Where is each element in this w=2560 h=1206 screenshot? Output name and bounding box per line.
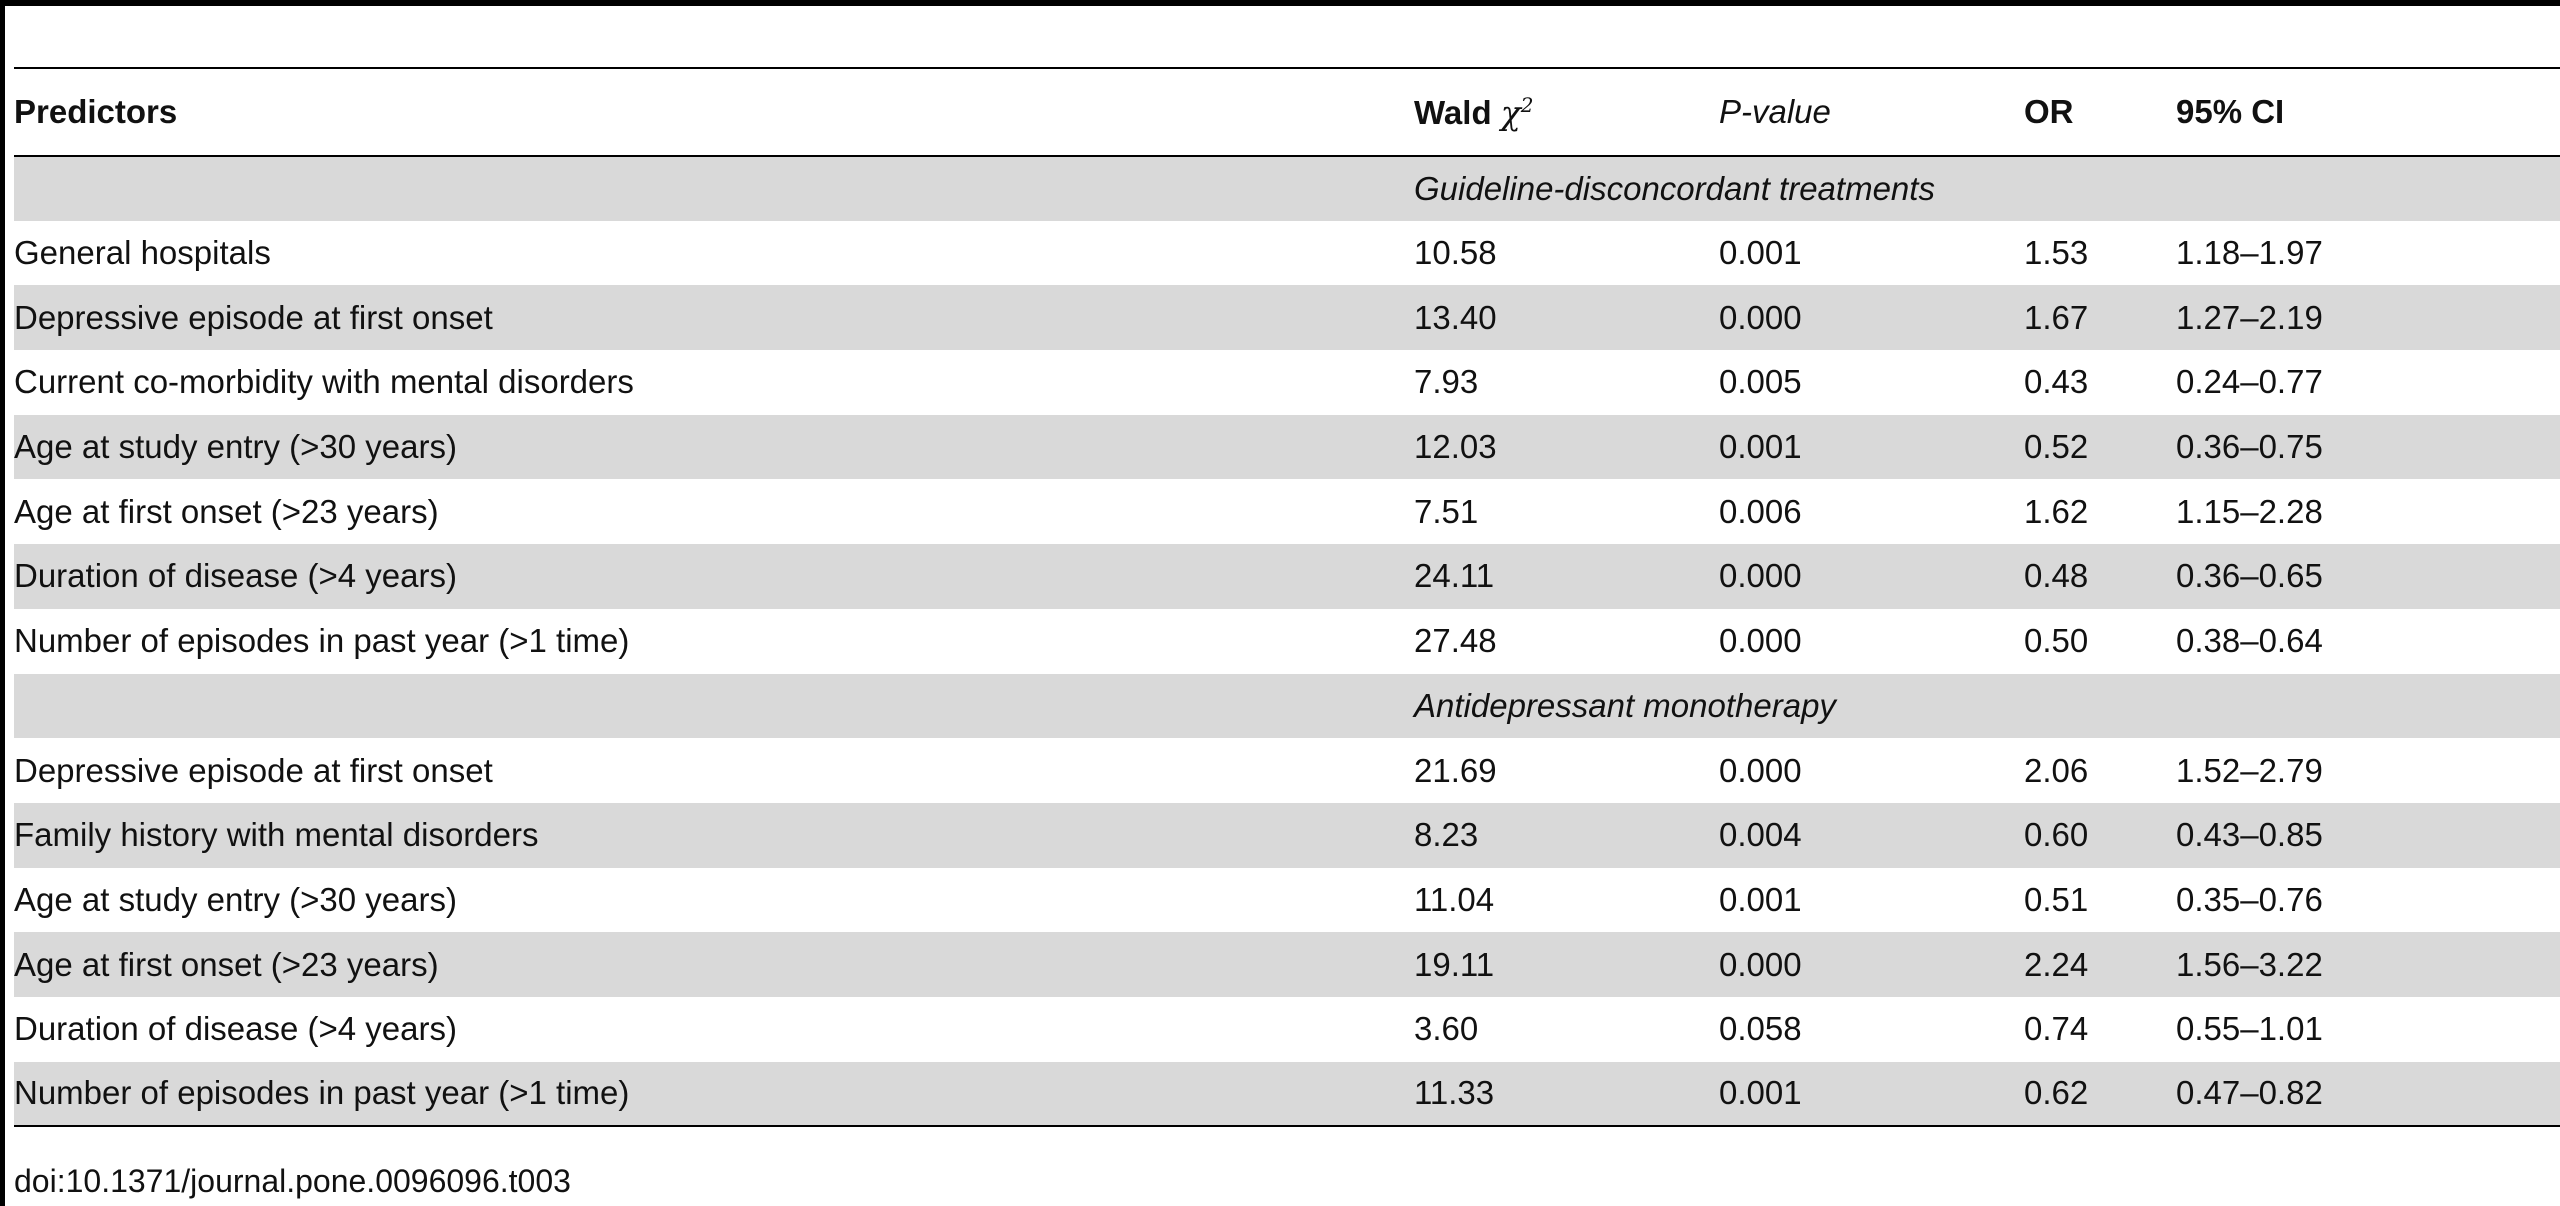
cell-pvalue: 0.006	[1719, 492, 1802, 530]
header-wald	[1414, 68, 1719, 156]
cell-or: 1.62	[2024, 492, 2089, 530]
cell-predictor: Depressive episode at first onset	[14, 751, 493, 789]
table-body	[14, 156, 2560, 1126]
table-row	[14, 350, 2560, 415]
header-ci: 95% CI	[2176, 68, 2560, 156]
cell-or: 0.52	[2024, 415, 2176, 480]
group-header-row	[14, 674, 2560, 739]
cell-wald: 10.58	[1414, 234, 1497, 272]
table-row	[14, 479, 2560, 544]
header-row	[14, 68, 2560, 156]
cell-ci: 0.43–0.85	[2176, 803, 2560, 868]
cell-predictor: Family history with mental disorders	[14, 803, 1414, 868]
cell-ci: 0.24–0.77	[2176, 363, 2323, 401]
group-header-row	[14, 156, 2560, 221]
cell-wald: 27.48	[1414, 622, 1497, 660]
cell-ci: 0.38–0.64	[2176, 622, 2323, 660]
cell-or: 1.53	[2024, 234, 2089, 272]
table-row	[14, 1062, 2560, 1127]
cell-or: 0.51	[2024, 880, 2089, 918]
table-row	[14, 932, 2560, 997]
cell-predictor: General hospitals	[14, 234, 271, 272]
cell-or: 2.06	[2024, 751, 2089, 789]
cell-wald: 13.40	[1414, 285, 1719, 350]
table-row	[14, 997, 2560, 1062]
cell-or: 0.74	[2024, 1010, 2089, 1048]
cell-ci: 1.56–3.22	[2176, 932, 2560, 997]
cell-pvalue: 0.000	[1719, 285, 2024, 350]
cell-pvalue: 0.004	[1719, 803, 2024, 868]
cell-predictor: Age at first onset (>23 years)	[14, 932, 1414, 997]
cell-ci: 0.35–0.76	[2176, 880, 2323, 918]
cell-ci: 0.36–0.75	[2176, 415, 2560, 480]
cell-pvalue: 0.000	[1719, 622, 1802, 660]
cell-pvalue: 0.005	[1719, 363, 1802, 401]
cell-or: 2.24	[2024, 932, 2176, 997]
chi-square-symbol	[1501, 93, 1534, 132]
group-header-spacer	[14, 674, 1414, 739]
group-header-spacer	[14, 156, 1414, 221]
cell-or: 0.48	[2024, 544, 2176, 609]
cell-wald: 21.69	[1414, 751, 1497, 789]
header-pvalue: P-value	[1719, 68, 2024, 156]
cell-predictor: Depressive episode at first onset	[14, 285, 1414, 350]
cell-pvalue: 0.000	[1719, 932, 2024, 997]
doi-caption: doi:10.1371/journal.pone.0096096.t003	[14, 1163, 571, 1199]
cell-predictor: Age at study entry (>30 years)	[14, 880, 457, 918]
table-row	[14, 221, 2560, 286]
cell-predictor: Age at first onset (>23 years)	[14, 492, 439, 530]
chi-symbol: χ	[1500, 92, 1521, 132]
cell-ci: 1.52–2.79	[2176, 751, 2323, 789]
cell-wald: 7.93	[1414, 363, 1479, 401]
cell-wald: 12.03	[1414, 415, 1719, 480]
cell-ci: 0.55–1.01	[2176, 1010, 2323, 1048]
cell-or: 0.62	[2024, 1062, 2176, 1127]
cell-predictor: Number of episodes in past year (>1 time)	[14, 622, 630, 660]
group-label: Antidepressant monotherapy	[1414, 674, 2560, 739]
cell-or: 0.50	[2024, 622, 2089, 660]
cell-pvalue: 0.001	[1719, 415, 2024, 480]
table-row	[14, 415, 2560, 480]
cell-predictor: Duration of disease (>4 years)	[14, 1010, 457, 1048]
cell-predictor: Current co-morbidity with mental disorders	[14, 363, 634, 401]
cell-pvalue: 0.001	[1719, 234, 1802, 272]
table-row	[14, 803, 2560, 868]
header-or: OR	[2024, 68, 2176, 156]
predictors-table	[14, 67, 2560, 1127]
cell-predictor: Duration of disease (>4 years)	[14, 544, 1414, 609]
cell-predictor: Age at study entry (>30 years)	[14, 415, 1414, 480]
cell-or: 1.67	[2024, 285, 2176, 350]
cell-ci: 0.36–0.65	[2176, 544, 2560, 609]
cell-ci: 1.27–2.19	[2176, 285, 2560, 350]
cell-or: 0.43	[2024, 363, 2089, 401]
left-border-rule	[0, 0, 5, 1206]
cell-wald: 11.33	[1414, 1062, 1719, 1127]
group-label: Guideline-disconcordant treatments	[1414, 156, 2560, 221]
table-row	[14, 738, 2560, 803]
cell-pvalue: 0.058	[1719, 1010, 1802, 1048]
header-wald-label: Wald	[1414, 93, 1492, 131]
cell-ci: 1.15–2.28	[2176, 492, 2323, 530]
cell-wald: 3.60	[1414, 1010, 1479, 1048]
cell-pvalue: 0.000	[1719, 544, 2024, 609]
cell-pvalue: 0.001	[1719, 1062, 2024, 1127]
chi-superscript: 2	[1520, 92, 1534, 117]
table-row	[14, 868, 2560, 933]
cell-pvalue: 0.001	[1719, 880, 1802, 918]
cell-or: 0.60	[2024, 803, 2176, 868]
cell-wald: 8.23	[1414, 803, 1719, 868]
cell-wald: 19.11	[1414, 932, 1719, 997]
cell-pvalue: 0.000	[1719, 751, 1802, 789]
top-border-rule	[0, 0, 2560, 6]
cell-wald: 11.04	[1414, 880, 1495, 918]
table-row	[14, 285, 2560, 350]
header-predictors: Predictors	[14, 68, 1414, 156]
cell-wald: 24.11	[1414, 544, 1719, 609]
table-row	[14, 544, 2560, 609]
cell-ci: 1.18–1.97	[2176, 234, 2323, 272]
cell-wald: 7.51	[1414, 492, 1479, 530]
cell-ci: 0.47–0.82	[2176, 1062, 2560, 1127]
table-row	[14, 609, 2560, 674]
cell-predictor: Number of episodes in past year (>1 time)	[14, 1062, 1414, 1127]
